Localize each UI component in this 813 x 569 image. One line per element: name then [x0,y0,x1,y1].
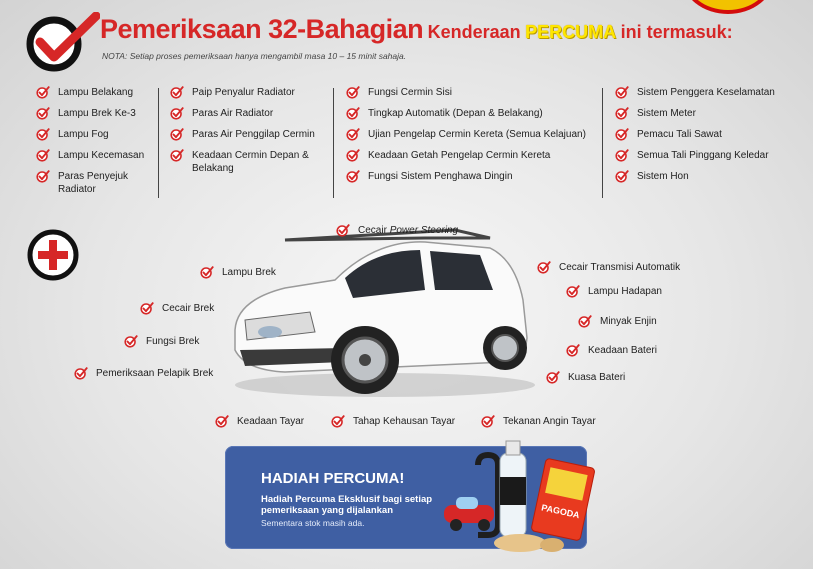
check-icon [546,370,560,384]
label-fungsi-brek: Fungsi Brek [124,334,199,348]
check-icon [36,85,50,99]
list-item: Lampu Belakang [36,86,156,99]
label-keadaan-bateri: Keadaan Bateri [566,343,657,357]
list-item: Lampu Kecemasan [36,149,156,162]
page-title [100,14,733,45]
promo-description: Hadiah Percuma Eksklusif bagi setiap pemeriksaan yang dijalankan [261,494,433,516]
list-item: Pemacu Tali Sawat [615,128,805,141]
checklist-column-3 [346,86,596,191]
list-item: Sistem Meter [615,107,805,120]
list-item: Keadaan Getah Pengelap Cermin Kereta [346,149,596,162]
list-item: Ujian Pengelap Cermin Kereta (Semua Kelajuan) [346,128,596,141]
check-icon [537,260,551,274]
check-icon [566,343,580,357]
label-kehausan-tayar: Tahap Kehausan Tayar [331,414,455,428]
list-item: Paras Air Radiator [170,107,320,120]
plus-icon [26,228,80,282]
check-icon [36,106,50,120]
check-icon [140,301,154,315]
checklist-column-1 [36,86,156,204]
check-icon [124,334,138,348]
check-icon [170,127,184,141]
label-pelapik-brek: Pemeriksaan Pelapik Brek [74,366,213,380]
list-item: Keadaan Cermin Depan & Belakang [170,149,320,175]
check-icon [170,85,184,99]
check-icon [346,85,360,99]
check-icon [346,169,360,183]
check-icon [200,265,214,279]
list-item: Sistem Hon [615,170,805,183]
promo-title: HADIAH PERCUMA! [261,470,405,487]
list-item: Paras Air Penggilap Cermin [170,128,320,141]
label-lampu-hadapan: Lampu Hadapan [566,284,662,298]
list-item: Paras Penyejuk Radiator [36,170,156,196]
check-icon [578,314,592,328]
check-icon [170,106,184,120]
title-main: Pemeriksaan 32-Bahagian [100,14,424,44]
check-icon [170,148,184,162]
list-item: Semua Tali Pinggang Keledar [615,149,805,162]
label-minyak-enjin: Minyak Enjin [578,314,657,328]
list-item: Fungsi Sistem Penghawa Dingin [346,170,596,183]
label-power-steering: Cecair Power Steering [336,223,458,237]
divider [333,88,334,198]
car-illustration [225,220,535,400]
list-item: Tingkap Automatik (Depan & Belakang) [346,107,596,120]
list-item: Lampu Brek Ke-3 [36,107,156,120]
check-icon [215,414,229,428]
big-check-icon [26,12,100,72]
divider [158,88,159,198]
label-keadaan-tayar: Keadaan Tayar [215,414,304,428]
list-item: Lampu Fog [36,128,156,141]
note-text: NOTA: Setiap proses pemeriksaan hanya mengambil masa 10 – 15 minit sahaja. [102,51,407,61]
pagoda-brand-text: PAGODA [540,502,581,521]
check-icon [346,106,360,120]
check-icon [615,169,629,183]
title-percuma: PERCUMA [525,22,617,42]
label-cecair-brek: Cecair Brek [140,301,214,315]
label-kuasa-bateri: Kuasa Bateri [546,370,625,384]
check-icon [615,148,629,162]
divider [602,88,603,198]
gift-items-illustration [440,435,600,555]
list-item: Paip Penyalur Radiator [170,86,320,99]
check-icon [331,414,345,428]
check-icon [615,106,629,120]
check-icon [36,127,50,141]
check-icon [336,223,350,237]
check-icon [481,414,495,428]
checklist-column-4 [615,86,805,191]
check-icon [36,169,50,183]
check-icon [74,366,88,380]
check-icon [615,85,629,99]
checklist-column-2 [170,86,320,183]
check-icon [346,148,360,162]
title-end: ini termasuk: [620,22,733,42]
corner-badge [682,0,774,14]
check-icon [615,127,629,141]
check-icon [36,148,50,162]
label-angin-tayar: Tekanan Angin Tayar [481,414,596,428]
title-kenderaan: Kenderaan [427,22,521,42]
label-transmisi: Cecair Transmisi Automatik [537,260,680,274]
promo-subtext: Sementara stok masih ada. [261,518,365,528]
list-item: Sistem Penggera Keselamatan [615,86,805,99]
label-lampu-brek: Lampu Brek [200,265,276,279]
check-icon [346,127,360,141]
list-item: Fungsi Cermin Sisi [346,86,596,99]
check-icon [566,284,580,298]
